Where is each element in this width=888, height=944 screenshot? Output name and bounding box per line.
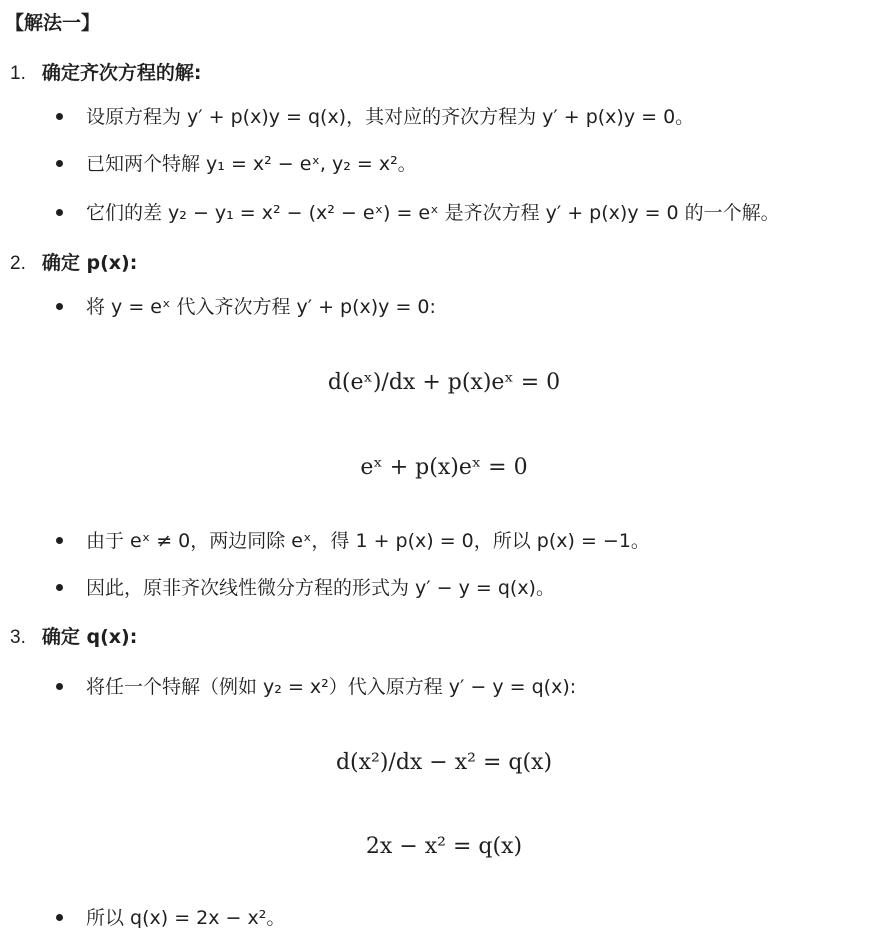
bullet-dot [56,113,63,120]
bullet-dot [56,209,63,216]
step-2-bullet-3: 因此，原非齐次线性微分方程的形式为 y′ − y = q(x)。 [86,577,555,599]
step-2-header [10,248,137,275]
step-1-number: 1. [10,63,26,84]
step-3-equation-1: d(x²)/dx − x² = q(x) [335,750,553,775]
step-3-equation-2: 2x − x² = q(x) [365,834,523,859]
bullet-dot [56,914,63,921]
step-1-header [10,58,202,85]
bullet-dot [56,683,63,690]
section-heading: 【解法一】 [5,12,101,34]
step-3-bullet-2: 所以 q(x) = 2x − x²。 [86,907,286,929]
step-1-bullet-3: 它们的差 y₂ − y₁ = x² − (x² − eˣ) = eˣ 是齐次方程 y′ + p(x)y = 0 的一个解。 [86,202,780,224]
step-3-number: 3. [10,627,26,648]
step-2-title: 确定 p(x): [41,252,138,274]
bullet-dot [56,303,63,310]
step-2-number: 2. [10,253,26,274]
step-1-bullet-1: 设原方程为 y′ + p(x)y = q(x)，其对应的齐次方程为 y′ + p(x)y = 0。 [86,106,695,128]
step-3-title: 确定 q(x): [41,626,138,648]
step-1-title: 确定齐次方程的解: [41,62,202,84]
step-2-equation-1: d(eˣ)/dx + p(x)eˣ = 0 [327,370,561,395]
step-2-bullet-2: 由于 eˣ ≠ 0，两边同除 eˣ，得 1 + p(x) = 0，所以 p(x) = −1。 [86,530,650,552]
step-3-bullet-1: 将任一个特解（例如 y₂ = x²）代入原方程 y′ − y = q(x): [86,676,577,698]
step-1-bullet-2: 已知两个特解 y₁ = x² − eˣ, y₂ = x²。 [86,153,417,175]
step-2-equation-2: eˣ + p(x)eˣ = 0 [360,455,528,480]
bullet-dot [56,160,63,167]
bullet-dot [56,537,63,544]
step-3-header [10,622,137,649]
step-2-bullet-1: 将 y = eˣ 代入齐次方程 y′ + p(x)y = 0: [86,296,436,318]
bullet-dot [56,584,63,591]
